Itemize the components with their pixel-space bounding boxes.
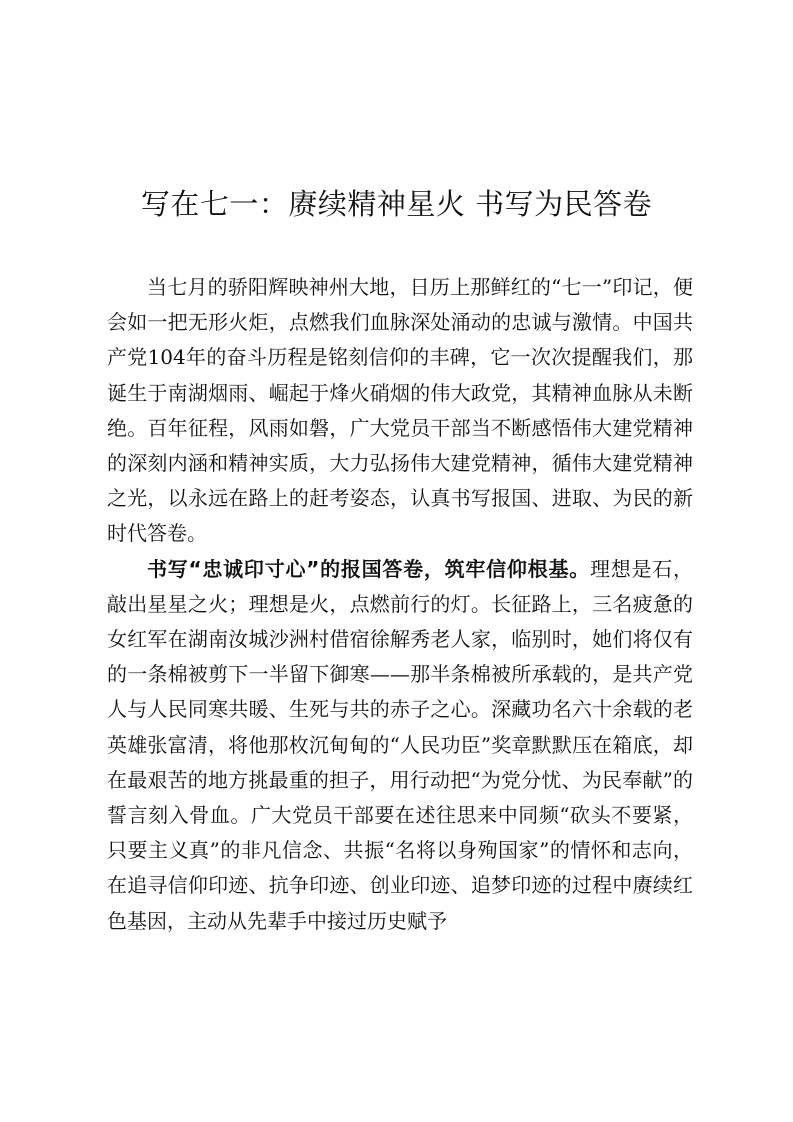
paragraph-lead-heading: 书写“忠诚印寸心”的报国答卷，筑牢信仰根基。 [147, 556, 590, 581]
paragraph-intro [107, 270, 693, 552]
document-body [107, 270, 693, 939]
paragraph-text: 当七月的骄阳辉映神州大地，日历上那鲜红的“七一”印记，便会如一把无形火炬，点燃我们血脉深处涌动的忠诚与激情。中国共产党104年的奋斗历程是铭刻信仰的丰碑，它一次次提醒我们，那诞生于南湖烟雨、崛起于烽火硝烟的伟大政党，其精神血脉从未断绝。百年征程，风雨如磐，广大党员干部当不断感悟伟大建党精神的深刻内涵和精神实质，大力弘扬伟大建党精神，循伟大建党精神之光，以永远在路上的赶考姿态，认真书写报国、进取、为民的新时代答卷。 [107, 275, 693, 546]
paragraph-loyalty [107, 552, 693, 939]
paragraph-text: 理想是石，敲出星星之火；理想是火，点燃前行的灯。长征路上，三名疲惫的女红军在湖南汝城沙洲村借宿徐解秀老人家，临别时，她们将仅有的一条棉被剪下一半留下御寒——那半条棉被所承载的，是共产党人与人民同寒共暖、生死与共的赤子之心。深藏功名六十余载的老英雄张富清，将他那枚沉甸甸的“人民功臣”奖章默默压在箱底，却在最艰苦的地方挑最重的担子，用行动把“为党分忧、为民奉献”的誓言刻入骨血。广大党员干部要在述往思来中同频“砍头不要紧，只要主义真”的非凡信念、共振“名将以身殉国家”的情怀和志向，在追寻信仰印迹、抗争印迹、创业印迹、追梦印迹的过程中赓续红色基因，主动从先辈手中接过历史赋予 [107, 556, 693, 933]
document-title: 写在七一：赓续精神星火 书写为民答卷 [140, 187, 653, 221]
